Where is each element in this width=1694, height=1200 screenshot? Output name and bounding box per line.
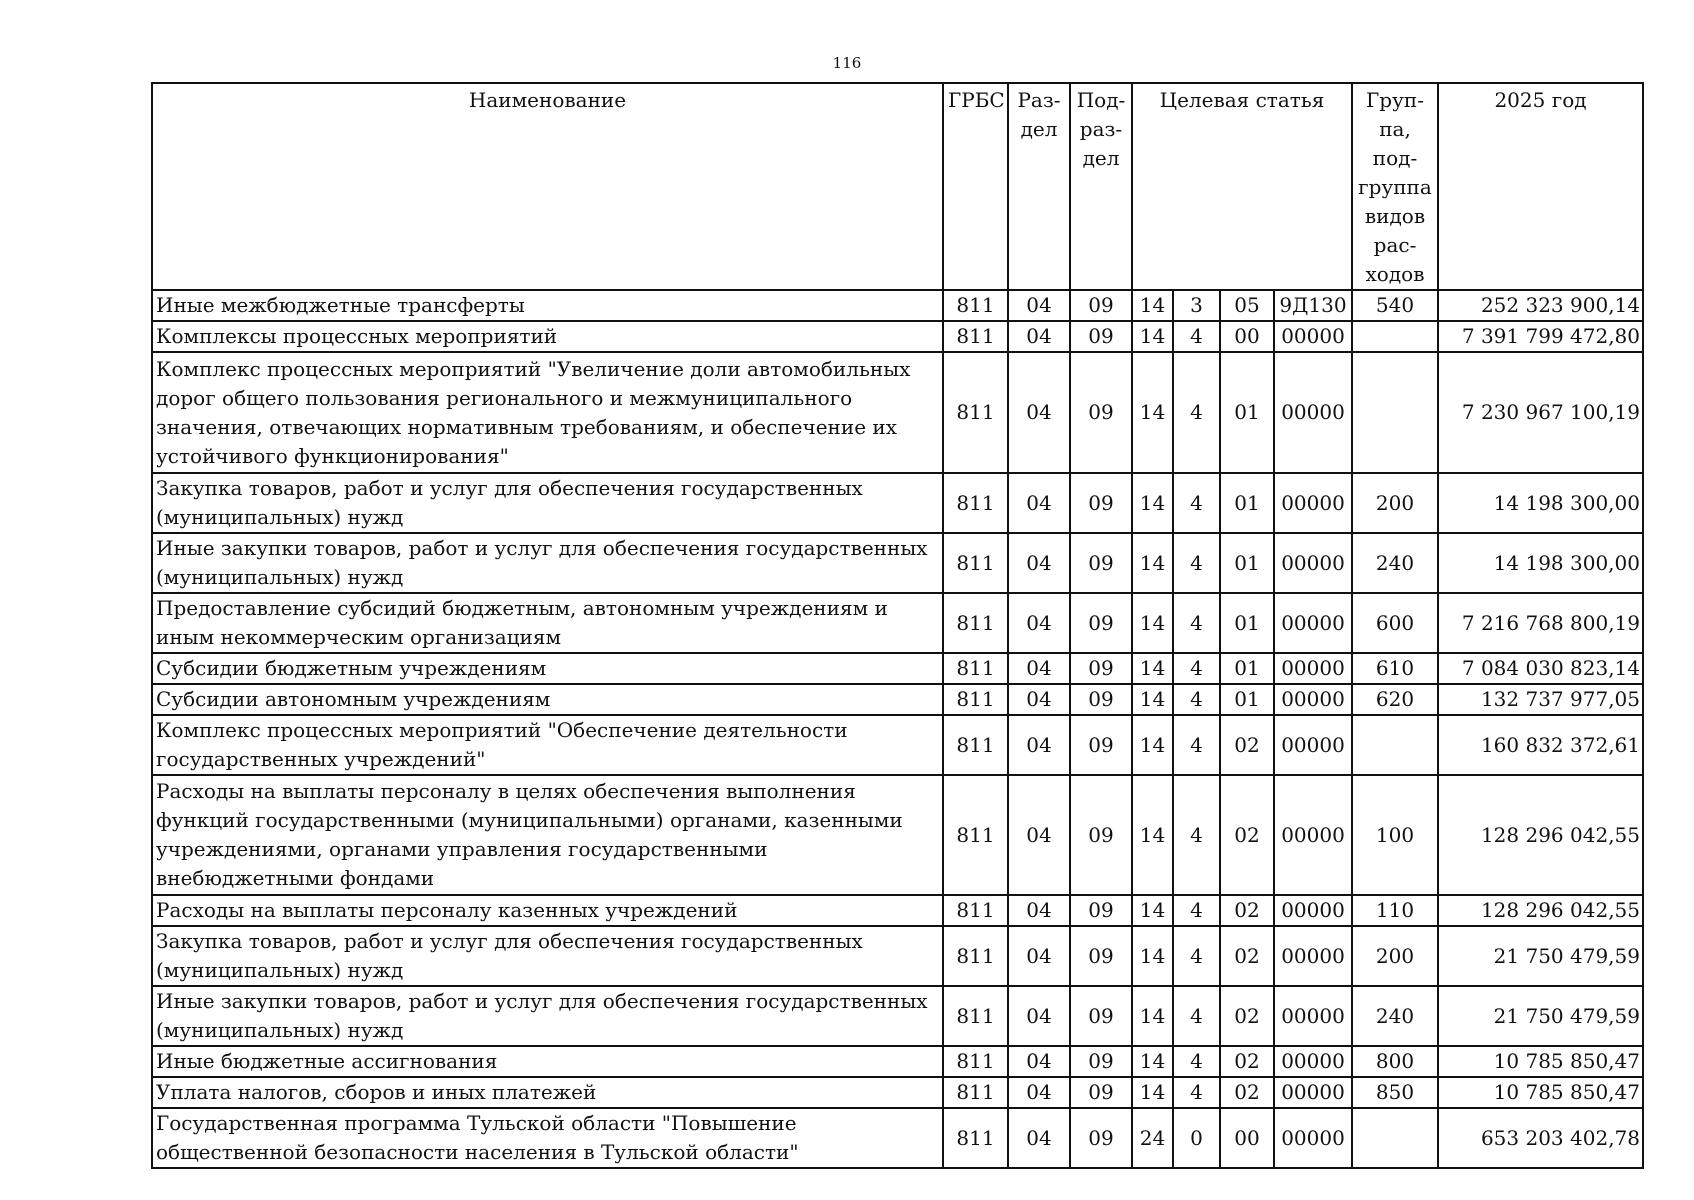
row-target-direction: 00000 <box>1274 775 1352 895</box>
row-razdel: 04 <box>1008 1046 1070 1077</box>
row-razdel: 04 <box>1008 986 1070 1046</box>
row-amount: 14 198 300,00 <box>1438 533 1643 593</box>
table-row <box>152 684 1643 715</box>
budget-table <box>151 82 1644 1169</box>
row-target-type: 4 <box>1173 593 1220 653</box>
row-grbs: 811 <box>943 1108 1008 1168</box>
row-amount: 160 832 372,61 <box>1438 715 1643 775</box>
row-target-direction: 00000 <box>1274 593 1352 653</box>
row-target-program: 24 <box>1132 1108 1173 1168</box>
row-razdel: 04 <box>1008 352 1070 473</box>
row-name: Расходы на выплаты персоналу в целях обеспечения выполнения функций государственными (муниципальными) органами, казенными учреждениями, органами управления государственными внебюджетными фондами <box>152 775 943 895</box>
row-target-program: 14 <box>1132 352 1173 473</box>
row-grbs: 811 <box>943 1077 1008 1108</box>
row-target-subprogram: 01 <box>1220 473 1274 533</box>
row-target-direction: 00000 <box>1274 1077 1352 1108</box>
row-grbs: 811 <box>943 473 1008 533</box>
table-row <box>152 775 1643 895</box>
row-expense-type: 240 <box>1352 533 1438 593</box>
row-target-program: 14 <box>1132 715 1173 775</box>
row-name: Комплексы процессных мероприятий <box>152 321 943 352</box>
row-target-subprogram: 02 <box>1220 775 1274 895</box>
row-razdel: 04 <box>1008 321 1070 352</box>
row-expense-type: 110 <box>1352 895 1438 926</box>
row-expense-type: 540 <box>1352 290 1438 321</box>
row-target-program: 14 <box>1132 321 1173 352</box>
row-target-program: 14 <box>1132 653 1173 684</box>
row-target-program: 14 <box>1132 895 1173 926</box>
row-target-direction: 00000 <box>1274 986 1352 1046</box>
row-expense-type: 610 <box>1352 653 1438 684</box>
table-row <box>152 290 1643 321</box>
row-podrazdel: 09 <box>1070 1046 1132 1077</box>
table-row <box>152 653 1643 684</box>
row-target-subprogram: 01 <box>1220 533 1274 593</box>
row-grbs: 811 <box>943 775 1008 895</box>
table-row <box>152 1046 1643 1077</box>
row-razdel: 04 <box>1008 1077 1070 1108</box>
row-grbs: 811 <box>943 1046 1008 1077</box>
table-row <box>152 352 1643 473</box>
row-amount: 21 750 479,59 <box>1438 986 1643 1046</box>
row-target-type: 3 <box>1173 290 1220 321</box>
table-row <box>152 321 1643 352</box>
row-expense-type: 850 <box>1352 1077 1438 1108</box>
row-podrazdel: 09 <box>1070 352 1132 473</box>
row-grbs: 811 <box>943 533 1008 593</box>
row-name: Субсидии бюджетным учреждениям <box>152 653 943 684</box>
row-grbs: 811 <box>943 290 1008 321</box>
row-podrazdel: 09 <box>1070 593 1132 653</box>
row-target-program: 14 <box>1132 290 1173 321</box>
row-razdel: 04 <box>1008 775 1070 895</box>
table-row <box>152 986 1643 1046</box>
row-name: Государственная программа Тульской области "Повышение общественной безопасности населения в Тульской области" <box>152 1108 943 1168</box>
row-razdel: 04 <box>1008 473 1070 533</box>
row-razdel: 04 <box>1008 684 1070 715</box>
row-podrazdel: 09 <box>1070 1077 1132 1108</box>
row-target-direction: 00000 <box>1274 321 1352 352</box>
row-podrazdel: 09 <box>1070 715 1132 775</box>
row-target-program: 14 <box>1132 1077 1173 1108</box>
row-target-type: 4 <box>1173 775 1220 895</box>
row-target-direction: 00000 <box>1274 1046 1352 1077</box>
row-target-type: 0 <box>1173 1108 1220 1168</box>
header-razdel: Раз- дел <box>1008 83 1070 290</box>
row-amount: 128 296 042,55 <box>1438 895 1643 926</box>
row-podrazdel: 09 <box>1070 473 1132 533</box>
row-name: Иные закупки товаров, работ и услуг для обеспечения государственных (муниципальных) нужд <box>152 533 943 593</box>
row-target-type: 4 <box>1173 321 1220 352</box>
row-target-subprogram: 00 <box>1220 1108 1274 1168</box>
row-target-type: 4 <box>1173 352 1220 473</box>
row-target-subprogram: 02 <box>1220 1046 1274 1077</box>
row-podrazdel: 09 <box>1070 1108 1132 1168</box>
row-podrazdel: 09 <box>1070 533 1132 593</box>
row-target-direction: 00000 <box>1274 715 1352 775</box>
row-target-type: 4 <box>1173 1046 1220 1077</box>
row-podrazdel: 09 <box>1070 321 1132 352</box>
row-target-subprogram: 05 <box>1220 290 1274 321</box>
row-target-subprogram: 00 <box>1220 321 1274 352</box>
header-grbs: ГРБС <box>943 83 1008 290</box>
row-name: Иные закупки товаров, работ и услуг для обеспечения государственных (муниципальных) нужд <box>152 986 943 1046</box>
row-amount: 7 084 030 823,14 <box>1438 653 1643 684</box>
row-target-subprogram: 01 <box>1220 352 1274 473</box>
table-row <box>152 533 1643 593</box>
row-target-program: 14 <box>1132 775 1173 895</box>
row-target-direction: 00000 <box>1274 1108 1352 1168</box>
table-row <box>152 1077 1643 1108</box>
row-target-direction: 00000 <box>1274 684 1352 715</box>
row-expense-type: 200 <box>1352 926 1438 986</box>
row-target-subprogram: 01 <box>1220 653 1274 684</box>
row-target-program: 14 <box>1132 986 1173 1046</box>
row-name: Уплата налогов, сборов и иных платежей <box>152 1077 943 1108</box>
table-row <box>152 895 1643 926</box>
row-grbs: 811 <box>943 593 1008 653</box>
row-amount: 653 203 402,78 <box>1438 1108 1643 1168</box>
row-target-subprogram: 01 <box>1220 593 1274 653</box>
row-target-program: 14 <box>1132 926 1173 986</box>
row-grbs: 811 <box>943 895 1008 926</box>
row-grbs: 811 <box>943 684 1008 715</box>
row-name: Комплекс процессных мероприятий "Обеспечение деятельности государственных учреждений" <box>152 715 943 775</box>
row-target-type: 4 <box>1173 895 1220 926</box>
row-target-type: 4 <box>1173 715 1220 775</box>
row-target-direction: 00000 <box>1274 895 1352 926</box>
row-target-direction: 9Д130 <box>1274 290 1352 321</box>
row-name: Иные межбюджетные трансферты <box>152 290 943 321</box>
table-row <box>152 926 1643 986</box>
row-expense-type <box>1352 1108 1438 1168</box>
row-name: Закупка товаров, работ и услуг для обеспечения государственных (муниципальных) нужд <box>152 926 943 986</box>
row-razdel: 04 <box>1008 926 1070 986</box>
row-amount: 7 391 799 472,80 <box>1438 321 1643 352</box>
row-podrazdel: 09 <box>1070 895 1132 926</box>
row-target-program: 14 <box>1132 533 1173 593</box>
header-year-2025: 2025 год <box>1438 83 1643 290</box>
row-name: Предоставление субсидий бюджетным, автономным учреждениям и иным некоммерческим организациям <box>152 593 943 653</box>
row-target-program: 14 <box>1132 593 1173 653</box>
row-amount: 7 216 768 800,19 <box>1438 593 1643 653</box>
row-name: Субсидии автономным учреждениям <box>152 684 943 715</box>
row-target-type: 4 <box>1173 653 1220 684</box>
table-row <box>152 1108 1643 1168</box>
row-expense-type <box>1352 352 1438 473</box>
row-target-subprogram: 02 <box>1220 715 1274 775</box>
row-name: Закупка товаров, работ и услуг для обеспечения государственных (муниципальных) нужд <box>152 473 943 533</box>
row-razdel: 04 <box>1008 895 1070 926</box>
row-grbs: 811 <box>943 926 1008 986</box>
table-row <box>152 593 1643 653</box>
row-podrazdel: 09 <box>1070 290 1132 321</box>
row-amount: 252 323 900,14 <box>1438 290 1643 321</box>
row-target-subprogram: 02 <box>1220 1077 1274 1108</box>
row-grbs: 811 <box>943 986 1008 1046</box>
row-amount: 128 296 042,55 <box>1438 775 1643 895</box>
row-expense-type: 600 <box>1352 593 1438 653</box>
row-target-direction: 00000 <box>1274 926 1352 986</box>
row-razdel: 04 <box>1008 715 1070 775</box>
row-grbs: 811 <box>943 321 1008 352</box>
header-expense-group: Груп- па, под- группа видов рас- ходов <box>1352 83 1438 290</box>
header-target-article: Целевая статья <box>1132 83 1352 290</box>
row-target-type: 4 <box>1173 533 1220 593</box>
row-podrazdel: 09 <box>1070 775 1132 895</box>
table-header-row <box>152 83 1643 290</box>
row-amount: 10 785 850,47 <box>1438 1077 1643 1108</box>
row-target-type: 4 <box>1173 986 1220 1046</box>
row-podrazdel: 09 <box>1070 926 1132 986</box>
table-row <box>152 715 1643 775</box>
header-name: Наименование <box>152 83 943 290</box>
row-name: Иные бюджетные ассигнования <box>152 1046 943 1077</box>
row-expense-type: 200 <box>1352 473 1438 533</box>
row-amount: 21 750 479,59 <box>1438 926 1643 986</box>
table-row <box>152 473 1643 533</box>
row-name: Комплекс процессных мероприятий "Увеличение доли автомобильных дорог общего пользования регионального и межмуниципального значения, отвечающих нормативным требованиям, и обеспечение их устойчивого функционирования" <box>152 352 943 473</box>
row-target-type: 4 <box>1173 684 1220 715</box>
row-grbs: 811 <box>943 653 1008 684</box>
row-target-program: 14 <box>1132 473 1173 533</box>
row-podrazdel: 09 <box>1070 684 1132 715</box>
row-target-subprogram: 01 <box>1220 684 1274 715</box>
row-target-direction: 00000 <box>1274 352 1352 473</box>
row-amount: 132 737 977,05 <box>1438 684 1643 715</box>
row-target-type: 4 <box>1173 1077 1220 1108</box>
row-razdel: 04 <box>1008 1108 1070 1168</box>
row-target-subprogram: 02 <box>1220 926 1274 986</box>
row-grbs: 811 <box>943 352 1008 473</box>
row-expense-type: 100 <box>1352 775 1438 895</box>
row-target-type: 4 <box>1173 926 1220 986</box>
row-grbs: 811 <box>943 715 1008 775</box>
row-expense-type: 620 <box>1352 684 1438 715</box>
row-podrazdel: 09 <box>1070 986 1132 1046</box>
row-razdel: 04 <box>1008 533 1070 593</box>
table-body <box>152 290 1643 1168</box>
page-number: 116 <box>832 54 862 72</box>
row-target-type: 4 <box>1173 473 1220 533</box>
row-amount: 7 230 967 100,19 <box>1438 352 1643 473</box>
header-podrazdel: Под- раз- дел <box>1070 83 1132 290</box>
row-podrazdel: 09 <box>1070 653 1132 684</box>
row-razdel: 04 <box>1008 290 1070 321</box>
row-target-program: 14 <box>1132 1046 1173 1077</box>
row-razdel: 04 <box>1008 593 1070 653</box>
row-amount: 10 785 850,47 <box>1438 1046 1643 1077</box>
row-target-subprogram: 02 <box>1220 895 1274 926</box>
row-target-subprogram: 02 <box>1220 986 1274 1046</box>
row-target-direction: 00000 <box>1274 473 1352 533</box>
row-target-program: 14 <box>1132 684 1173 715</box>
row-razdel: 04 <box>1008 653 1070 684</box>
row-expense-type <box>1352 321 1438 352</box>
row-expense-type: 800 <box>1352 1046 1438 1077</box>
row-name: Расходы на выплаты персоналу казенных учреждений <box>152 895 943 926</box>
row-target-direction: 00000 <box>1274 653 1352 684</box>
row-amount: 14 198 300,00 <box>1438 473 1643 533</box>
row-expense-type: 240 <box>1352 986 1438 1046</box>
row-target-direction: 00000 <box>1274 533 1352 593</box>
row-expense-type <box>1352 715 1438 775</box>
